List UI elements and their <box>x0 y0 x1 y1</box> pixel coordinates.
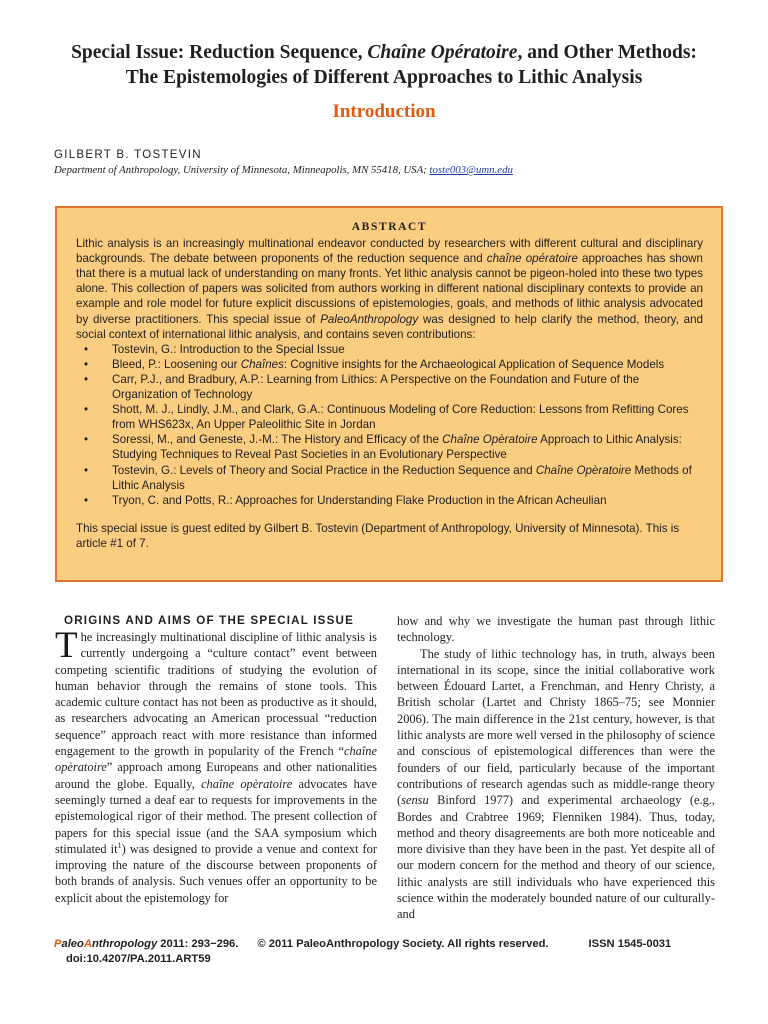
contribution-item: • Bleed, P.: Loosening our Chaînes: Cognitive insights for the Archaeological Application of Sequence Models <box>112 357 703 372</box>
doi: doi:10.4207/PA.2011.ART59 <box>66 953 211 965</box>
footnote-marker[interactable]: 1 <box>117 840 122 850</box>
left-paragraph: The increasingly multinational discipline of lithic analysis is currently undergoing a “culture contact” event between competing scientific traditions of studying the evolution of human behavior through the remains of stone tools. This academic culture contact has not been as productive as it should, as researchers advocating an American processual “reduction sequence” approach react with more resistance than informed engagement to the growth in popularity of the French “chaîne opèratoire” approach among Europeans and other nationalities around the globe. Equally, chaîne opèratoire advocates have seemingly turned a deaf ear to requests for improvements in the epistemological rigor of their method. The present collection of papers for this special issue (and the SAA symposium which stimulated $it^1$) was designed to provide a venue and context for improving the nature of the discourse between proponents of both brands of analysis. Such venues offer an opportunity to be explicit about the epistemology for <box>55 625 377 905</box>
email-link[interactable]: toste003@umn.edu <box>429 164 513 176</box>
title-line-2: The Epistemologies of Different Approaches to Lithic Analysis <box>125 67 643 88</box>
page-footer <box>54 937 671 967</box>
author-affiliation: Department of Anthropology, University of Minnesota, Minneapolis, MN 55418, USA; toste003@umn.edu <box>54 164 513 176</box>
right-column <box>397 613 715 923</box>
journal-name: PaleoAnthropology <box>54 938 158 950</box>
footer-citation: PaleoAnthropology 2011: 293−296. © 2011 PaleoAnthropology Society. All rights reserved. ISSN 1545-0031 <box>54 938 672 950</box>
right-paragraph-0: how and why we investigate the human past through lithic technology. <box>397 614 715 645</box>
contribution-item: • Carr, P.J., and Bradbury, A.P.: Learning from Lithics: A Perspective on the Foundation and Future of the Organization of Technology <box>112 372 703 402</box>
section-heading: ORIGINS AND AIMS OF THE SPECIAL ISSUE <box>64 614 355 627</box>
copyright: © 2011 PaleoAnthropology Society. All rights reserved. <box>257 938 549 950</box>
left-column <box>55 625 377 906</box>
author-name: GILBERT B. TOSTEVIN <box>54 149 202 161</box>
issn: ISSN 1545-0031 <box>588 938 672 950</box>
contribution-item: • Tostevin, G.: Levels of Theory and Social Practice in the Reduction Sequence and Chaîne Opèratoire Methods of Lithic Analysis <box>112 463 703 493</box>
title-line-1: Special Issue: Reduction Sequence, Chaîne Opératoire, and Other Methods: <box>71 42 697 63</box>
right-paragraph-1: The study of lithic technology has, in truth, always been international in its scope, since the initial collaborative work between Édouard Lartet, a Frenchman, and Henry Christy, a British scholar (Lartet and Christy 1865–75; see Monnier 2006). The main difference in the 21st century, however, is that lithic analysts are more well versed in the philosophy of science and conscious of epistemological differences than were the founders of our field, particularly because of the important contributions of research agendas such as middle-range theory (sensu Binford 1977) and experimental archaeology (e.g., Bordes and Crabtree 1969; Flenniken 1984). Thus, today, method and theory disagreements are both more noticeable and more divisive than they have been in the past. Yet despite all of our modern concern for the method and theory of our science, lithic analysts are still individuals who have experienced this science within the moderately bounded nature of our culturally- and <box>397 646 715 922</box>
section-label: Introduction <box>332 101 436 122</box>
abstract-box <box>55 206 723 582</box>
abstract-heading: ABSTRACT <box>351 221 428 233</box>
contribution-item: • Soressi, M., and Geneste, J.-M.: The History and Efficacy of the Chaîne Opèratoire Approach to Lithic Analysis: Studying Techniques to Reveal Past Societies in an Evolutionary Perspective <box>112 432 703 462</box>
contribution-item: • Shott, M. J., Lindly, J.M., and Clark, G.A.: Continuous Modeling of Core Reduction: Lessons from Refitting Cores from WHS623x, An Upper Paleolithic Site in Jordan <box>112 402 703 432</box>
abstract-note: This special issue is guest edited by Gilbert B. Tostevin (Department of Anthropology, University of Minnesota). This is article #1 of 7. <box>76 521 680 550</box>
contribution-item: • Tostevin, G.: Introduction to the Special Issue <box>112 342 703 357</box>
article-title <box>40 40 728 90</box>
drop-cap: T <box>55 625 78 666</box>
abstract-text: Lithic analysis is an increasingly multinational endeavor conducted by researchers with different cultural and disciplinary backgrounds. The debate between proponents of the reduction sequence and chaîne opératoire approaches has shown that there is a mutual lack of understanding on many fronts. Yet lithic analysis cannot be pigeon-holed into these two types alone. This collection of papers was solicited from authors working in different national disciplinary contexts to provide an example and role model for future explicit discussions of epistemologies, goals, and methods of lithic analysis advocated by diverse practitioners. This special issue of PaleoAnthropology was designed to help clarify the method, theory, and social context of international lithic analysis, and contains seven contributions: <box>76 237 703 341</box>
contribution-list <box>76 342 703 508</box>
contribution-item: • Tryon, C. and Potts, R.: Approaches for Understanding Flake Production in the African Acheulian <box>112 493 703 508</box>
